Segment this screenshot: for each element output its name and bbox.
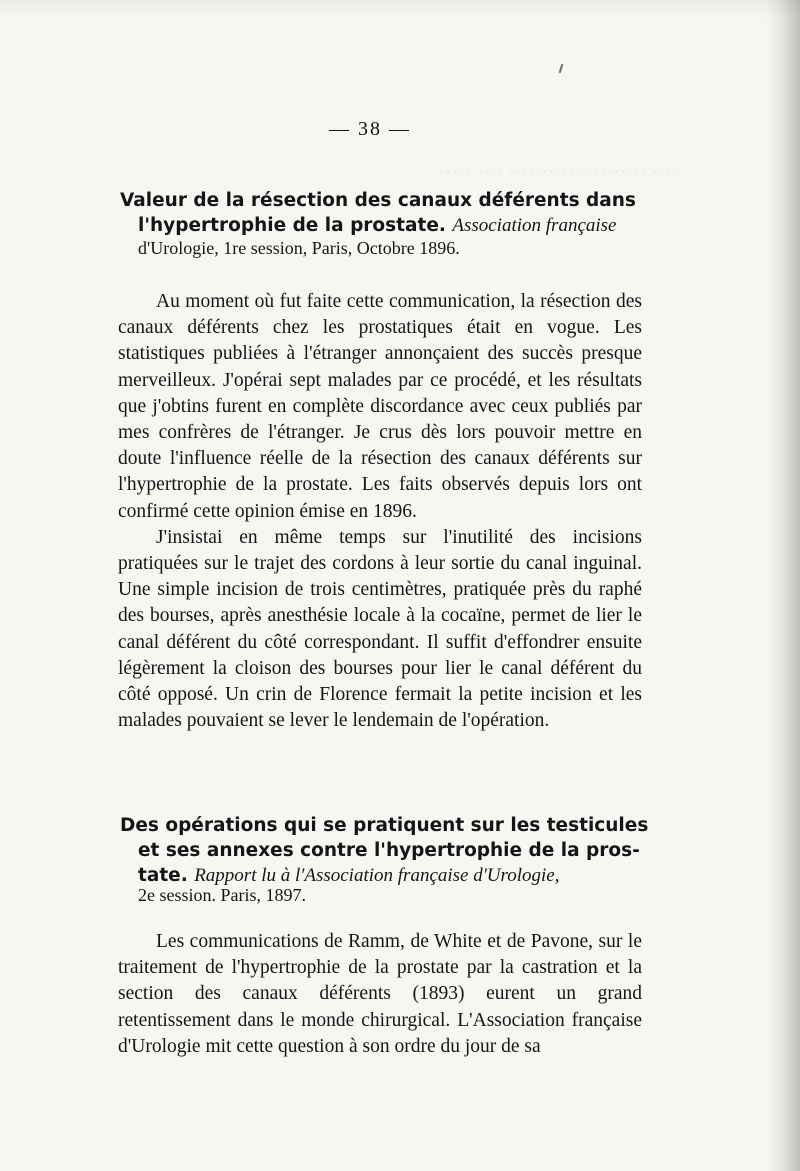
section-source: Rapport lu à l'Association française d'Urologie, [194, 865, 560, 886]
section-session: d'Urologie, 1re session, Paris, Octobre 1896. [138, 238, 460, 258]
paragraph: Au moment où fut faite cette communication, la résection des canaux déférents chez les prostatiques était en vogue. Les statistiques publiées à l'étranger annonçaient des succès presque merveilleux. J'opérai sept malades par ce procédé, et les résultats que j'obtins furent en complète discordance avec ceux publiés par mes confrères de l'étranger. Je crus dès lors pouvoir mettre en doute l'influence réelle de la résection des canaux déférents sur l'hypertrophie de la prostate. Les faits observés depuis lors ont confirmé cette opinion émise en 1896. [118, 291, 642, 522]
section-title-line [120, 213, 640, 238]
section-source: Association française [452, 215, 617, 236]
page-top-shading [0, 0, 800, 20]
section-title-line: Des opérations qui se pratiquent sur les testicules [120, 815, 649, 836]
paragraph: Les communications de Ramm, de White et de Pavone, sur le traitement de l'hypertrophie de la prostate par la castration et la section des canaux déférents (1893) eurent un grand retentissement dans le monde chirurgical. L'Association française d'Urologie mit cette question à son ordre du jour de sa [118, 931, 642, 1057]
paragraph: J'insistai en même temps sur l'inutilité des incisions pratiquées sur le trajet des cordons à leur sortie du canal inguinal. Une simple incision de trois centimètres, pratiquée près du raphé des bourses, après anesthésie locale à la cocaïne, permet de lier le canal déférent du côté correspondant. Il suffit d'effondrer ensuite légèrement la cloison des bourses pour lier le canal déférent du côté opposé. Un crin de Florence fermait la petite incision et les malades pouvaient se lever le lendemain de l'opération. [118, 526, 642, 732]
section-title-resection [120, 188, 640, 238]
section-title-line-text: tate. [138, 865, 188, 886]
show-through-text: ···· ········· ··········· ···· ····· [438, 161, 678, 183]
section-title-line-text: l'hypertrophie de la prostate. [138, 215, 446, 236]
page-number: — 38 — [329, 118, 411, 140]
section-title-operations [120, 813, 649, 888]
section-title-line: et ses annexes contre l'hypertrophie de la pros- [138, 840, 640, 861]
paper-mark [559, 64, 564, 73]
page-gutter-shadow [766, 0, 800, 1171]
section-body-resection [118, 289, 642, 734]
section-body-operations [118, 929, 642, 1060]
section-session: 2e session. Paris, 1897. [138, 885, 306, 905]
section-title-line: Valeur de la résection des canaux déférents dans [120, 190, 636, 211]
